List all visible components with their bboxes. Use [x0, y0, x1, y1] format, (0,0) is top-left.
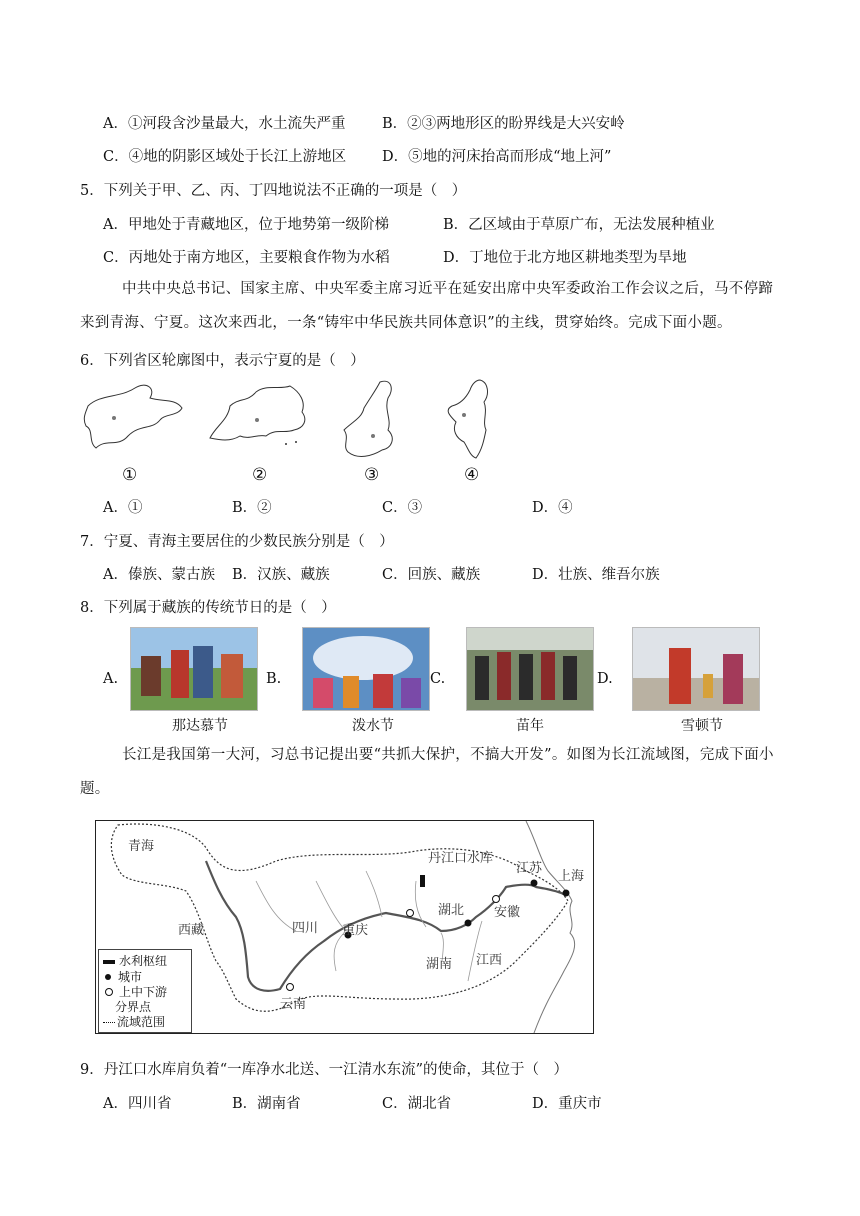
q4-option-b: B．②③两地形区的盼界线是大兴安岭 [382, 116, 625, 132]
q7-option-a: A．傣族、蒙古族 [103, 567, 215, 583]
label-sichuan: 四川 [292, 921, 319, 936]
q8-stem: 8．下列属于藏族的传统节日的是（ ） [80, 600, 336, 616]
label-chongqing: 重庆 [342, 923, 369, 938]
q5-option-d: D．丁地位于北方地区耕地类型为旱地 [443, 250, 687, 266]
yangtze-river [206, 861, 566, 991]
legend-boundary-point-2: 分界点 [115, 1000, 152, 1014]
outline-1 [84, 385, 182, 448]
q6-stem: 6．下列省区轮廓图中，表示宁夏的是（ ） [80, 353, 365, 369]
q8-option-a: A. [103, 671, 119, 687]
outline-2 [210, 386, 305, 440]
legend-boundary-point: 上中下游 [103, 983, 167, 1000]
legend-hub: 水利枢纽 [103, 952, 167, 969]
q8-option-c: C. [430, 671, 446, 687]
legend-city: 城市 [103, 968, 142, 985]
map-legend [98, 949, 192, 1033]
q9-option-b: B．湖南省 [232, 1096, 301, 1112]
label-xizang: 西藏 [178, 923, 205, 938]
q4-option-d: D．⑤地的河床抬高而形成“地上河” [382, 149, 612, 165]
q6-option-a: A．① [103, 500, 143, 516]
passage-yangtze: 长江是我国第一大河，习总书记提出要“共抓大保护，不搞大开发”。如图为长江流域图，完成下面小题。 [80, 747, 774, 797]
outline-label-4: ④ [464, 465, 480, 485]
label-anhui: 安徽 [494, 905, 521, 920]
q8-option-b: B. [266, 671, 282, 687]
caption-shoton: 雪顿节 [681, 718, 723, 734]
passage-northwest: 中共中央总书记、国家主席、中央军委主席习近平在延安出席中央军委政治工作会议之后，马不停蹄来到青海、宁夏。这次来西北，一条“铸牢中华民族共同体意识”的主线，贯穿始终。完成下面小题。 [80, 281, 774, 331]
outline-4 [448, 380, 487, 458]
q7-option-c: C．回族、藏族 [382, 567, 481, 583]
q6-option-c: C．③ [382, 500, 423, 516]
caption-water-splashing: 泼水节 [352, 718, 394, 734]
legend-basin: 流域范围 [103, 1013, 165, 1030]
caption-miao-new-year: 苗年 [516, 718, 544, 734]
q8-option-d: D. [597, 671, 613, 687]
label-qinghai: 青海 [128, 839, 155, 854]
label-shanghai: 上海 [558, 869, 585, 884]
label-yunnan: 云南 [280, 997, 307, 1012]
yangtze-basin-map [95, 820, 594, 1034]
photo-shoton [632, 627, 760, 711]
q5-stem: 5．下列关于甲、乙、丙、丁四地说法不正确的一项是（ ） [80, 183, 467, 199]
q6-option-b: B．② [232, 500, 272, 516]
q9-option-d: D．重庆市 [532, 1096, 602, 1112]
q9-option-a: A．四川省 [103, 1096, 172, 1112]
q6-option-d: D．④ [532, 500, 573, 516]
q5-option-c: C．丙地处于南方地区，主要粮食作物为水稻 [103, 250, 390, 266]
q9-option-c: C．湖北省 [382, 1096, 452, 1112]
label-jiangxi: 江西 [476, 953, 503, 968]
outline-3 [344, 381, 392, 456]
q4-option-c: C．④地的阴影区域处于长江上游地区 [103, 149, 347, 165]
outline-label-2: ② [252, 465, 268, 485]
q7-stem: 7．宁夏、青海主要居住的少数民族分别是（ ） [80, 534, 394, 550]
q7-option-d: D．壮族、维吾尔族 [532, 567, 660, 583]
q7-option-b: B．汉族、藏族 [232, 567, 330, 583]
label-hunan: 湖南 [426, 957, 453, 972]
q9-stem: 9．丹江口水库肩负着“一库净水北送、一江清水东流”的使命，其位于（ ） [80, 1062, 569, 1078]
photo-miao-new-year [466, 627, 594, 711]
photo-naadam [130, 627, 258, 711]
q5-option-b: B．乙区域由于草原广布，无法发展种植业 [443, 217, 715, 233]
province-outlines [80, 376, 510, 460]
outline-label-1: ① [122, 465, 138, 485]
label-jiangsu: 江苏 [516, 861, 543, 876]
label-danjiangkou: 丹江口水库 [428, 851, 494, 866]
label-hubei: 湖北 [438, 903, 465, 918]
photo-water-splashing [302, 627, 430, 711]
q5-option-a: A．甲地处于青藏地区，位于地势第一级阶梯 [103, 217, 389, 233]
q4-option-a: A．①河段含沙量最大，水土流失严重 [103, 116, 346, 132]
caption-naadam: 那达慕节 [172, 718, 228, 734]
outline-label-3: ③ [364, 465, 380, 485]
